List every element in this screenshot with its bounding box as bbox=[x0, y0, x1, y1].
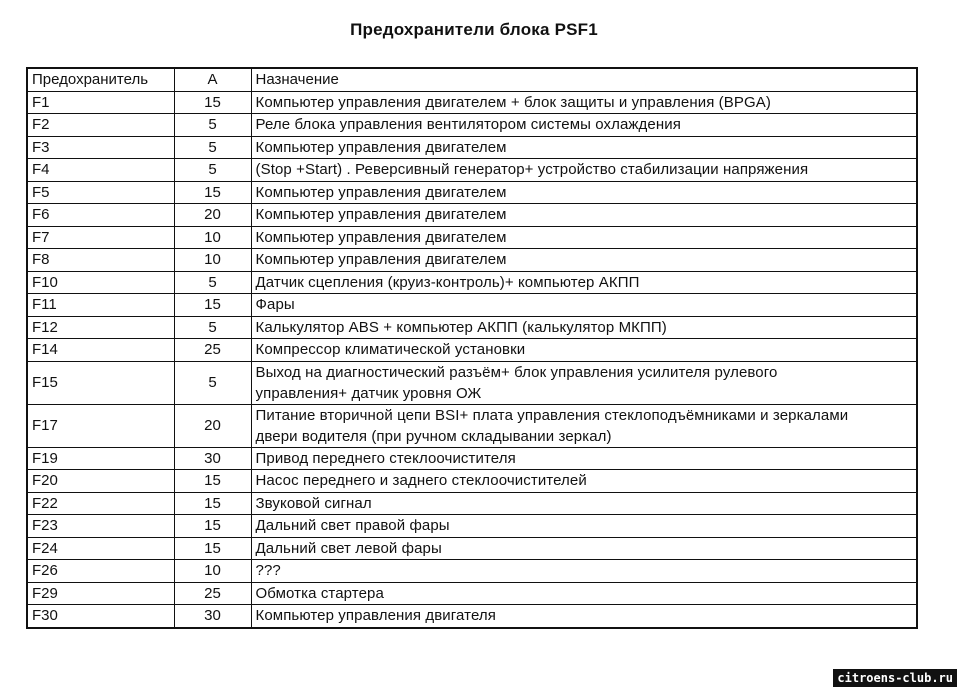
fuse-id-cell: F20 bbox=[27, 470, 174, 493]
fuse-id-cell: F30 bbox=[27, 605, 174, 628]
fuse-purpose-line: Насос переднего и заднего стеклоочистителей bbox=[255, 472, 587, 490]
table-row bbox=[27, 114, 917, 137]
table-row bbox=[27, 404, 917, 447]
fuse-purpose-line: Компьютер управления двигателем + блок защиты и управления (BPGA) bbox=[255, 93, 771, 111]
fuse-purpose-cell bbox=[251, 159, 917, 182]
fuse-purpose-cell bbox=[251, 492, 917, 515]
fuse-amps-cell: 5 bbox=[174, 361, 251, 404]
table-row bbox=[27, 316, 917, 339]
fuse-purpose-line: Выход на диагностический разъём+ блок управления усилителя рулевого bbox=[255, 363, 778, 381]
fuse-purpose-line: Компьютер управления двигателем bbox=[255, 138, 507, 156]
fuse-purpose-cell bbox=[251, 294, 917, 317]
fuse-amps-cell: 20 bbox=[174, 204, 251, 227]
table-row bbox=[27, 537, 917, 560]
fuse-id-cell: F29 bbox=[27, 582, 174, 605]
fuse-purpose-line: управления+ датчик уровня ОЖ bbox=[255, 384, 482, 402]
table-row bbox=[27, 226, 917, 249]
fuse-amps-cell: 25 bbox=[174, 339, 251, 362]
fuse-id-cell: F17 bbox=[27, 404, 174, 447]
fuse-purpose-cell bbox=[251, 361, 917, 404]
table-row bbox=[27, 91, 917, 114]
fuse-purpose-cell bbox=[251, 582, 917, 605]
fuse-amps-cell: 15 bbox=[174, 515, 251, 538]
table-row bbox=[27, 159, 917, 182]
fuse-purpose-cell bbox=[251, 404, 917, 447]
fuse-purpose-cell bbox=[251, 91, 917, 114]
fuse-purpose-line: Звуковой сигнал bbox=[255, 494, 372, 512]
fuse-purpose-cell bbox=[251, 339, 917, 362]
fuse-purpose-line: Компьютер управления двигателем bbox=[255, 206, 507, 224]
fuse-purpose-cell bbox=[251, 204, 917, 227]
table-row bbox=[27, 271, 917, 294]
fuse-purpose-line: ??? bbox=[255, 562, 281, 580]
header-amps: А bbox=[174, 68, 251, 91]
fuse-id-cell: F2 bbox=[27, 114, 174, 137]
fuse-amps-cell: 20 bbox=[174, 404, 251, 447]
table-row bbox=[27, 515, 917, 538]
fuse-amps-cell: 10 bbox=[174, 560, 251, 583]
table-row bbox=[27, 582, 917, 605]
fuse-purpose-line: Привод переднего стеклоочистителя bbox=[255, 449, 516, 467]
watermark: citroens-club.ru bbox=[833, 669, 957, 687]
fuse-amps-cell: 10 bbox=[174, 226, 251, 249]
fuse-amps-cell: 30 bbox=[174, 447, 251, 470]
table-row bbox=[27, 470, 917, 493]
fuse-id-cell: F14 bbox=[27, 339, 174, 362]
table-row bbox=[27, 181, 917, 204]
fuse-amps-cell: 5 bbox=[174, 316, 251, 339]
fuse-purpose-cell bbox=[251, 249, 917, 272]
fuse-amps-cell: 10 bbox=[174, 249, 251, 272]
fuse-id-cell: F23 bbox=[27, 515, 174, 538]
fuse-amps-cell: 15 bbox=[174, 470, 251, 493]
fuse-purpose-cell bbox=[251, 316, 917, 339]
fuse-amps-cell: 15 bbox=[174, 537, 251, 560]
header-purpose: Назначение bbox=[251, 68, 917, 91]
fuse-id-cell: F4 bbox=[27, 159, 174, 182]
fuse-id-cell: F3 bbox=[27, 136, 174, 159]
fuse-id-cell: F12 bbox=[27, 316, 174, 339]
fuse-purpose-line: (Stop +Start) . Реверсивный генератор+ устройство стабилизации напряжения bbox=[255, 161, 809, 179]
fuse-purpose-cell bbox=[251, 136, 917, 159]
table-row bbox=[27, 339, 917, 362]
fuse-purpose-line: Компьютер управления двигателем bbox=[255, 251, 507, 269]
fuse-amps-cell: 5 bbox=[174, 159, 251, 182]
fuse-purpose-line: Компьютер управления двигателем bbox=[255, 228, 507, 246]
fuse-id-cell: F19 bbox=[27, 447, 174, 470]
fuse-table bbox=[26, 67, 918, 629]
fuse-id-cell: F1 bbox=[27, 91, 174, 114]
fuse-table-body bbox=[27, 91, 917, 628]
table-row bbox=[27, 605, 917, 628]
fuse-purpose-line: Компрессор климатической установки bbox=[255, 341, 526, 359]
fuse-id-cell: F26 bbox=[27, 560, 174, 583]
fuse-amps-cell: 30 bbox=[174, 605, 251, 628]
fuse-id-cell: F15 bbox=[27, 361, 174, 404]
fuse-amps-cell: 15 bbox=[174, 91, 251, 114]
fuse-id-cell: F6 bbox=[27, 204, 174, 227]
table-row bbox=[27, 136, 917, 159]
fuse-amps-cell: 25 bbox=[174, 582, 251, 605]
fuse-amps-cell: 15 bbox=[174, 294, 251, 317]
fuse-amps-cell: 15 bbox=[174, 492, 251, 515]
table-row bbox=[27, 560, 917, 583]
table-row bbox=[27, 361, 917, 404]
fuse-purpose-cell bbox=[251, 181, 917, 204]
fuse-id-cell: F22 bbox=[27, 492, 174, 515]
table-row bbox=[27, 249, 917, 272]
fuse-purpose-cell bbox=[251, 515, 917, 538]
fuse-purpose-cell bbox=[251, 560, 917, 583]
fuse-purpose-line: двери водителя (при ручном складывании зеркал) bbox=[255, 427, 612, 445]
fuse-amps-cell: 15 bbox=[174, 181, 251, 204]
fuse-purpose-line: Компьютер управления двигателем bbox=[255, 183, 507, 201]
fuse-purpose-line: Фары bbox=[255, 296, 295, 314]
fuse-purpose-line: Реле блока управления вентилятором системы охлаждения bbox=[255, 116, 681, 134]
fuse-purpose-line: Дальний свет правой фары bbox=[255, 517, 450, 535]
table-row bbox=[27, 294, 917, 317]
fuse-id-cell: F8 bbox=[27, 249, 174, 272]
fuse-id-cell: F10 bbox=[27, 271, 174, 294]
fuse-id-cell: F11 bbox=[27, 294, 174, 317]
fuse-purpose-line: Датчик сцепления (круиз-контроль)+ компьютер АКПП bbox=[255, 273, 640, 291]
fuse-purpose-line: Питание вторичной цепи BSI+ плата управления стеклоподъёмниками и зеркалами bbox=[255, 406, 849, 424]
fuse-purpose-cell bbox=[251, 226, 917, 249]
fuse-amps-cell: 5 bbox=[174, 271, 251, 294]
fuse-purpose-line: Калькулятор ABS + компьютер АКПП (калькулятор МКПП) bbox=[255, 318, 667, 336]
fuse-purpose-cell bbox=[251, 537, 917, 560]
fuse-amps-cell: 5 bbox=[174, 114, 251, 137]
fuse-purpose-cell bbox=[251, 470, 917, 493]
fuse-purpose-cell bbox=[251, 605, 917, 628]
table-row bbox=[27, 492, 917, 515]
fuse-id-cell: F5 bbox=[27, 181, 174, 204]
fuse-purpose-cell bbox=[251, 114, 917, 137]
fuse-amps-cell: 5 bbox=[174, 136, 251, 159]
fuse-purpose-cell bbox=[251, 271, 917, 294]
fuse-purpose-cell bbox=[251, 447, 917, 470]
fuse-purpose-line: Обмотка стартера bbox=[255, 584, 384, 602]
fuse-id-cell: F7 bbox=[27, 226, 174, 249]
page-title: Предохранители блока PSF1 bbox=[350, 20, 598, 39]
table-header-row bbox=[27, 68, 917, 91]
fuse-purpose-line: Дальний свет левой фары bbox=[255, 539, 442, 557]
fuse-id-cell: F24 bbox=[27, 537, 174, 560]
table-row bbox=[27, 447, 917, 470]
header-fuse: Предохранитель bbox=[27, 68, 174, 91]
table-row bbox=[27, 204, 917, 227]
fuse-purpose-line: Компьютер управления двигателя bbox=[255, 607, 496, 625]
